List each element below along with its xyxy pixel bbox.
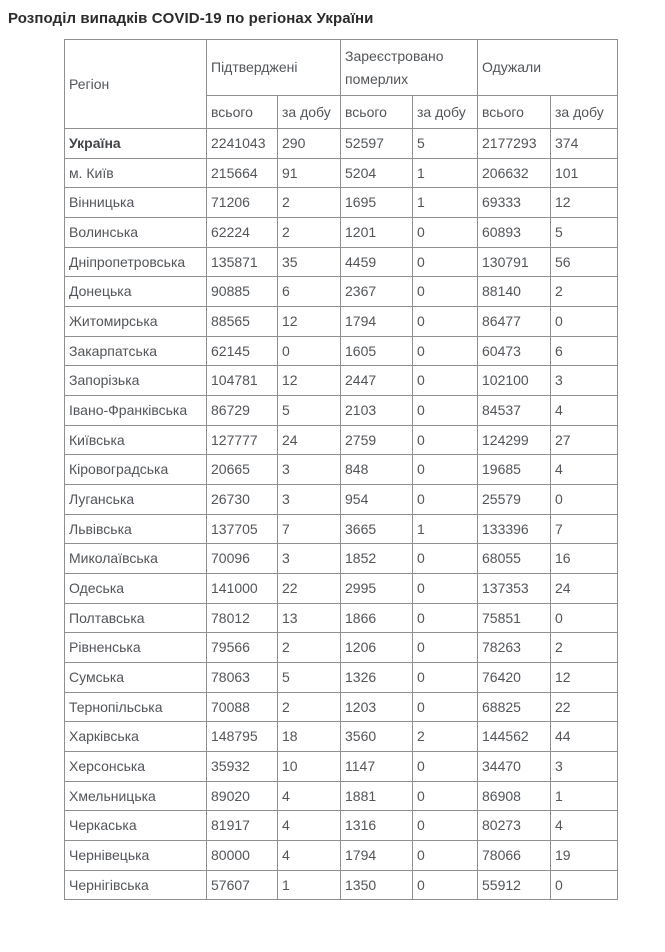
recovered-per-day-cell: 44: [551, 722, 618, 752]
confirmed-per-day-cell: 2: [278, 218, 341, 248]
table-row: [65, 811, 618, 841]
table-row: [65, 247, 618, 277]
recovered-total-cell: 34470: [478, 752, 551, 782]
deaths-total-cell: 2103: [341, 396, 413, 426]
confirmed-total-cell: 78063: [207, 663, 278, 693]
recovered-per-day-cell: 101: [551, 158, 618, 188]
table-row: [65, 425, 618, 455]
region-cell: Львівська: [65, 514, 207, 544]
header-group-row: [65, 40, 618, 96]
confirmed-per-day-cell: 1: [278, 870, 341, 900]
table-row: [65, 307, 618, 337]
confirmed-per-day-cell: 3: [278, 544, 341, 574]
covid-regions-table: [64, 39, 618, 900]
deaths-per-day-cell: 0: [413, 366, 478, 396]
deaths-per-day-cell: 0: [413, 574, 478, 604]
recovered-per-day-cell: 1: [551, 781, 618, 811]
recovered-per-day-cell: 24: [551, 574, 618, 604]
recovered-total-cell: 88140: [478, 277, 551, 307]
confirmed-total-cell: 89020: [207, 781, 278, 811]
deaths-per-day-cell: 0: [413, 425, 478, 455]
table-row: [65, 514, 618, 544]
confirmed-per-day-cell: 7: [278, 514, 341, 544]
region-cell: Запорізька: [65, 366, 207, 396]
deaths-total-cell: 1852: [341, 544, 413, 574]
deaths-per-day-cell: 0: [413, 307, 478, 337]
recovered-total-cell: 80273: [478, 811, 551, 841]
confirmed-per-day-cell: 18: [278, 722, 341, 752]
recovered-per-day-cell: 374: [551, 129, 618, 159]
confirmed-per-day-cell: 12: [278, 307, 341, 337]
table-header: [65, 40, 618, 129]
deaths-total-cell: 1350: [341, 870, 413, 900]
subheader-confirmed-total: всього: [207, 96, 278, 129]
deaths-per-day-cell: 0: [413, 870, 478, 900]
table-row: [65, 396, 618, 426]
deaths-total-cell: 2367: [341, 277, 413, 307]
deaths-total-cell: 1881: [341, 781, 413, 811]
confirmed-per-day-cell: 290: [278, 129, 341, 159]
confirmed-per-day-cell: 5: [278, 396, 341, 426]
deaths-per-day-cell: 1: [413, 188, 478, 218]
recovered-total-cell: 25579: [478, 485, 551, 515]
confirmed-per-day-cell: 2: [278, 633, 341, 663]
confirmed-total-cell: 35932: [207, 752, 278, 782]
recovered-total-cell: 68055: [478, 544, 551, 574]
recovered-total-cell: 86477: [478, 307, 551, 337]
table-row: [65, 692, 618, 722]
region-cell: Кіровоградська: [65, 455, 207, 485]
table-row: [65, 485, 618, 515]
deaths-per-day-cell: 2: [413, 722, 478, 752]
confirmed-per-day-cell: 13: [278, 603, 341, 633]
column-header-recovered: Одужали: [478, 40, 618, 96]
subheader-deaths-per-day: за добу: [413, 96, 478, 129]
confirmed-total-cell: 127777: [207, 425, 278, 455]
recovered-total-cell: 130791: [478, 247, 551, 277]
recovered-per-day-cell: 3: [551, 752, 618, 782]
confirmed-per-day-cell: 6: [278, 277, 341, 307]
region-cell: Донецька: [65, 277, 207, 307]
region-cell: Черкаська: [65, 811, 207, 841]
table-row: [65, 188, 618, 218]
confirmed-total-cell: 215664: [207, 158, 278, 188]
column-header-deaths: Зареєстровано померлих: [341, 40, 478, 96]
confirmed-per-day-cell: 2: [278, 188, 341, 218]
confirmed-total-cell: 104781: [207, 366, 278, 396]
deaths-total-cell: 1316: [341, 811, 413, 841]
subheader-deaths-total: всього: [341, 96, 413, 129]
subheader-recovered-per-day: за добу: [551, 96, 618, 129]
deaths-total-cell: 2995: [341, 574, 413, 604]
recovered-per-day-cell: 12: [551, 188, 618, 218]
recovered-per-day-cell: 2: [551, 277, 618, 307]
deaths-total-cell: 1866: [341, 603, 413, 633]
deaths-per-day-cell: 0: [413, 277, 478, 307]
recovered-total-cell: 124299: [478, 425, 551, 455]
deaths-total-cell: 1794: [341, 841, 413, 871]
region-cell: Харківська: [65, 722, 207, 752]
confirmed-total-cell: 79566: [207, 633, 278, 663]
table-row: [65, 722, 618, 752]
table-row: [65, 603, 618, 633]
region-cell: Рівненська: [65, 633, 207, 663]
confirmed-per-day-cell: 4: [278, 841, 341, 871]
deaths-total-cell: 1695: [341, 188, 413, 218]
deaths-per-day-cell: 0: [413, 396, 478, 426]
confirmed-per-day-cell: 24: [278, 425, 341, 455]
confirmed-total-cell: 137705: [207, 514, 278, 544]
region-cell: Україна: [65, 129, 207, 159]
confirmed-per-day-cell: 0: [278, 336, 341, 366]
deaths-total-cell: 2759: [341, 425, 413, 455]
confirmed-per-day-cell: 35: [278, 247, 341, 277]
table-row: [65, 841, 618, 871]
recovered-total-cell: 206632: [478, 158, 551, 188]
confirmed-total-cell: 2241043: [207, 129, 278, 159]
deaths-per-day-cell: 0: [413, 336, 478, 366]
deaths-total-cell: 3560: [341, 722, 413, 752]
recovered-per-day-cell: 4: [551, 811, 618, 841]
region-cell: Тернопільська: [65, 692, 207, 722]
confirmed-per-day-cell: 5: [278, 663, 341, 693]
table-row: [65, 781, 618, 811]
confirmed-per-day-cell: 2: [278, 692, 341, 722]
deaths-total-cell: 848: [341, 455, 413, 485]
page-title: Розподіл випадків COVID-19 по регіонах України: [8, 10, 374, 27]
recovered-per-day-cell: 19: [551, 841, 618, 871]
table-row: [65, 129, 618, 159]
deaths-per-day-cell: 0: [413, 692, 478, 722]
confirmed-total-cell: 80000: [207, 841, 278, 871]
recovered-per-day-cell: 3: [551, 366, 618, 396]
region-cell: Чернігівська: [65, 870, 207, 900]
deaths-total-cell: 1147: [341, 752, 413, 782]
recovered-total-cell: 19685: [478, 455, 551, 485]
recovered-total-cell: 102100: [478, 366, 551, 396]
deaths-per-day-cell: 0: [413, 218, 478, 248]
recovered-total-cell: 86908: [478, 781, 551, 811]
confirmed-total-cell: 57607: [207, 870, 278, 900]
confirmed-per-day-cell: 91: [278, 158, 341, 188]
confirmed-total-cell: 90885: [207, 277, 278, 307]
confirmed-per-day-cell: 4: [278, 811, 341, 841]
recovered-total-cell: 69333: [478, 188, 551, 218]
recovered-total-cell: 75851: [478, 603, 551, 633]
region-cell: Луганська: [65, 485, 207, 515]
region-cell: м. Київ: [65, 158, 207, 188]
recovered-total-cell: 2177293: [478, 129, 551, 159]
deaths-total-cell: 4459: [341, 247, 413, 277]
table-row: [65, 158, 618, 188]
deaths-total-cell: 1201: [341, 218, 413, 248]
region-cell: Київська: [65, 425, 207, 455]
region-cell: Миколаївська: [65, 544, 207, 574]
deaths-per-day-cell: 1: [413, 158, 478, 188]
region-cell: Одеська: [65, 574, 207, 604]
region-cell: Закарпатська: [65, 336, 207, 366]
deaths-total-cell: 2447: [341, 366, 413, 396]
confirmed-total-cell: 71206: [207, 188, 278, 218]
subheader-recovered-total: всього: [478, 96, 551, 129]
recovered-per-day-cell: 27: [551, 425, 618, 455]
region-cell: Вінницька: [65, 188, 207, 218]
recovered-per-day-cell: 7: [551, 514, 618, 544]
recovered-total-cell: 84537: [478, 396, 551, 426]
deaths-total-cell: 1794: [341, 307, 413, 337]
recovered-per-day-cell: 6: [551, 336, 618, 366]
confirmed-total-cell: 70088: [207, 692, 278, 722]
confirmed-per-day-cell: 10: [278, 752, 341, 782]
table-row: [65, 277, 618, 307]
deaths-total-cell: 5204: [341, 158, 413, 188]
deaths-total-cell: 3665: [341, 514, 413, 544]
recovered-per-day-cell: 4: [551, 455, 618, 485]
region-cell: Херсонська: [65, 752, 207, 782]
region-cell: Дніпропетровська: [65, 247, 207, 277]
recovered-per-day-cell: 2: [551, 633, 618, 663]
recovered-per-day-cell: 0: [551, 485, 618, 515]
table-row: [65, 574, 618, 604]
region-cell: Волинська: [65, 218, 207, 248]
recovered-total-cell: 144562: [478, 722, 551, 752]
recovered-per-day-cell: 5: [551, 218, 618, 248]
confirmed-total-cell: 148795: [207, 722, 278, 752]
recovered-per-day-cell: 0: [551, 603, 618, 633]
deaths-per-day-cell: 0: [413, 603, 478, 633]
region-cell: Полтавська: [65, 603, 207, 633]
recovered-per-day-cell: 16: [551, 544, 618, 574]
recovered-total-cell: 68825: [478, 692, 551, 722]
deaths-per-day-cell: 1: [413, 514, 478, 544]
table-row: [65, 218, 618, 248]
recovered-total-cell: 78263: [478, 633, 551, 663]
table-row: [65, 633, 618, 663]
recovered-per-day-cell: 4: [551, 396, 618, 426]
deaths-per-day-cell: 5: [413, 129, 478, 159]
confirmed-total-cell: 88565: [207, 307, 278, 337]
recovered-total-cell: 60893: [478, 218, 551, 248]
confirmed-total-cell: 135871: [207, 247, 278, 277]
deaths-per-day-cell: 0: [413, 455, 478, 485]
region-cell: Житомирська: [65, 307, 207, 337]
deaths-per-day-cell: 0: [413, 485, 478, 515]
confirmed-total-cell: 81917: [207, 811, 278, 841]
table-row: [65, 544, 618, 574]
deaths-per-day-cell: 0: [413, 663, 478, 693]
confirmed-per-day-cell: 22: [278, 574, 341, 604]
confirmed-total-cell: 20665: [207, 455, 278, 485]
confirmed-per-day-cell: 3: [278, 485, 341, 515]
subheader-confirmed-per-day: за добу: [278, 96, 341, 129]
confirmed-total-cell: 62224: [207, 218, 278, 248]
column-header-region: Регіон: [65, 40, 207, 129]
confirmed-per-day-cell: 4: [278, 781, 341, 811]
recovered-total-cell: 55912: [478, 870, 551, 900]
confirmed-total-cell: 141000: [207, 574, 278, 604]
recovered-total-cell: 137353: [478, 574, 551, 604]
table-row: [65, 455, 618, 485]
confirmed-total-cell: 70096: [207, 544, 278, 574]
deaths-per-day-cell: 0: [413, 781, 478, 811]
region-cell: Сумська: [65, 663, 207, 693]
deaths-per-day-cell: 0: [413, 544, 478, 574]
recovered-per-day-cell: 56: [551, 247, 618, 277]
table-row: [65, 366, 618, 396]
deaths-total-cell: 1206: [341, 633, 413, 663]
table-row: [65, 752, 618, 782]
deaths-total-cell: 1326: [341, 663, 413, 693]
deaths-total-cell: 1605: [341, 336, 413, 366]
deaths-per-day-cell: 0: [413, 841, 478, 871]
region-cell: Хмельницька: [65, 781, 207, 811]
table-row: [65, 336, 618, 366]
confirmed-total-cell: 62145: [207, 336, 278, 366]
recovered-per-day-cell: 0: [551, 307, 618, 337]
confirmed-total-cell: 26730: [207, 485, 278, 515]
confirmed-total-cell: 86729: [207, 396, 278, 426]
table-row: [65, 870, 618, 900]
column-header-confirmed: Підтверджені: [207, 40, 341, 96]
recovered-per-day-cell: 22: [551, 692, 618, 722]
confirmed-per-day-cell: 3: [278, 455, 341, 485]
table-body: [65, 129, 618, 900]
deaths-per-day-cell: 0: [413, 811, 478, 841]
recovered-total-cell: 133396: [478, 514, 551, 544]
recovered-total-cell: 60473: [478, 336, 551, 366]
deaths-per-day-cell: 0: [413, 247, 478, 277]
deaths-per-day-cell: 0: [413, 752, 478, 782]
deaths-total-cell: 52597: [341, 129, 413, 159]
recovered-total-cell: 78066: [478, 841, 551, 871]
table-row: [65, 663, 618, 693]
deaths-per-day-cell: 0: [413, 633, 478, 663]
recovered-per-day-cell: 12: [551, 663, 618, 693]
confirmed-total-cell: 78012: [207, 603, 278, 633]
confirmed-per-day-cell: 12: [278, 366, 341, 396]
region-cell: Івано-Франківська: [65, 396, 207, 426]
deaths-total-cell: 1203: [341, 692, 413, 722]
recovered-total-cell: 76420: [478, 663, 551, 693]
recovered-per-day-cell: 0: [551, 870, 618, 900]
region-cell: Чернівецька: [65, 841, 207, 871]
deaths-total-cell: 954: [341, 485, 413, 515]
